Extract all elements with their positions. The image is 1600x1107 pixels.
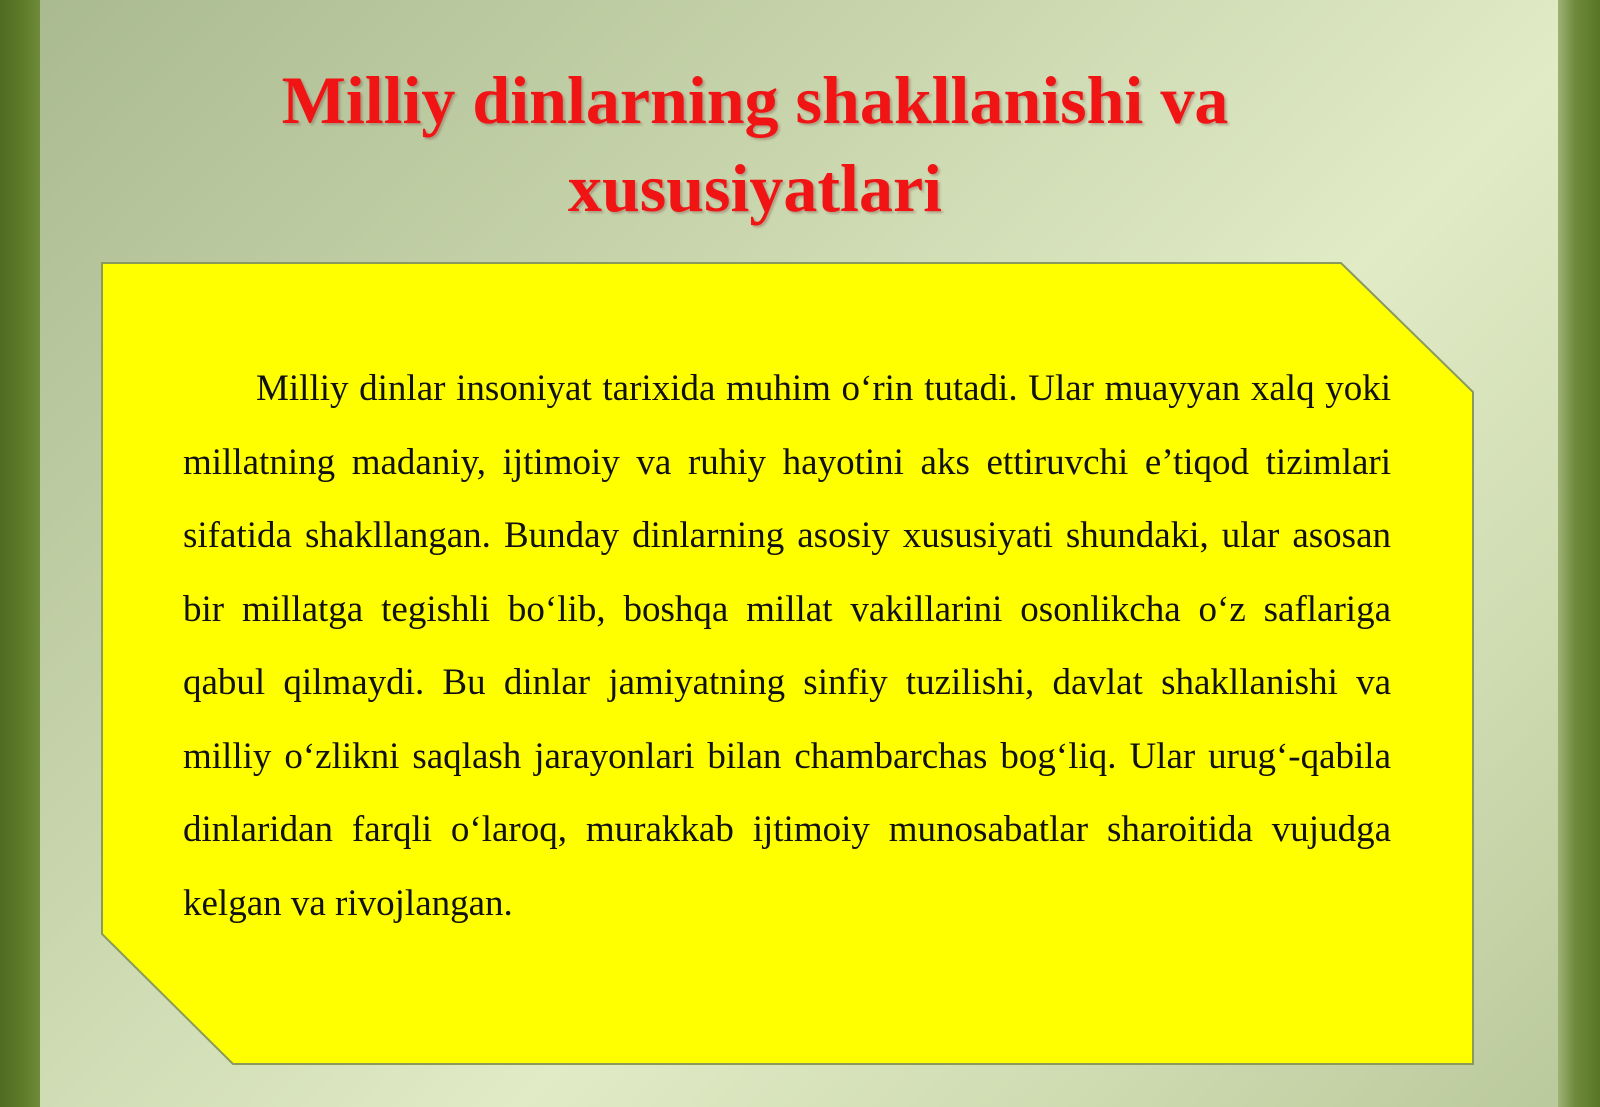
- content-card: [101, 262, 1475, 1066]
- slide-title: Milliy dinlarning shakllanishi va xususiyatlari: [281, 62, 1229, 226]
- body-paragraph: Milliy dinlar insoniyat tarixida muhim o‘rin tutadi. Ular muayyan xalq yoki millatning madaniy, ijtimoiy va ruhiy hayotini aks ettiruvchi e’tiqod tizimlari sifatida shakllangan. Bunday dinlarning asosiy xususiyati shundaki, ular asosan bir millatga tegishli bo‘lib, boshqa millat vakillarini osonlikcha o‘z saflariga qabul qilmaydi. Bu dinlar jamiyatning sinfiy tuzilishi, davlat shakllanishi va milliy o‘zlikni saqlash jarayonlari bilan chambarchas bog‘liq. Ular urug‘-qabila dinlaridan farqli o‘laroq, murakkab ijtimoiy munosabatlar sharoitida vujudga kelgan va rivojlangan.: [183, 368, 1391, 924]
- left-accent-bar: [0, 0, 40, 1107]
- right-accent-bar: [1558, 0, 1600, 1107]
